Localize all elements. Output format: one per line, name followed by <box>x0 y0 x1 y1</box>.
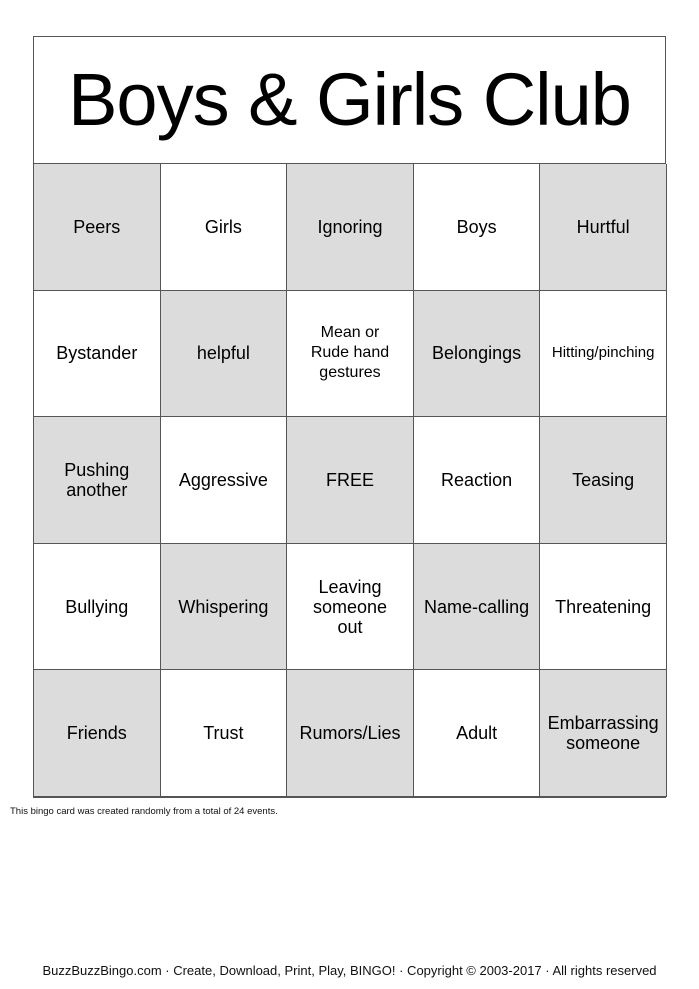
page-footer: BuzzBuzzBingo.com · Create, Download, Print, Play, BINGO! · Copyright © 2003-2017 · All rights reserved <box>42 963 657 978</box>
bingo-cell: Aggressive <box>161 417 288 544</box>
bingo-cell: Reaction <box>414 417 541 544</box>
bingo-cell: Whispering <box>161 544 288 671</box>
bingo-cell: Name-calling <box>414 544 541 671</box>
bingo-cell: Friends <box>34 670 161 797</box>
bingo-cell: Adult <box>414 670 541 797</box>
bingo-card <box>33 36 666 798</box>
bingo-cell: Threatening <box>540 544 667 671</box>
bingo-cell: Girls <box>161 164 288 291</box>
title-box <box>33 36 666 164</box>
bingo-cell: Hitting/pinching <box>540 291 667 418</box>
bingo-grid <box>33 164 666 798</box>
bingo-cell: Teasing <box>540 417 667 544</box>
bingo-cell: Pushing another <box>34 417 161 544</box>
bingo-cell: helpful <box>161 291 288 418</box>
bingo-cell: Bystander <box>34 291 161 418</box>
card-title: Boys & Girls Club <box>68 58 631 141</box>
bingo-cell: Boys <box>414 164 541 291</box>
bingo-cell: Leaving someone out <box>287 544 414 671</box>
bingo-cell: Ignoring <box>287 164 414 291</box>
free-space-cell: FREE <box>287 417 414 544</box>
bingo-cell: Bullying <box>34 544 161 671</box>
card-note: This bingo card was created randomly from a total of 24 events. <box>10 806 278 817</box>
bingo-cell: Peers <box>34 164 161 291</box>
bingo-cell: Mean or Rude hand gestures <box>287 291 414 418</box>
bingo-cell: Trust <box>161 670 288 797</box>
bingo-cell: Belongings <box>414 291 541 418</box>
bingo-cell: Hurtful <box>540 164 667 291</box>
bingo-cell: Embarrassing someone <box>540 670 667 797</box>
bingo-cell: Rumors/Lies <box>287 670 414 797</box>
